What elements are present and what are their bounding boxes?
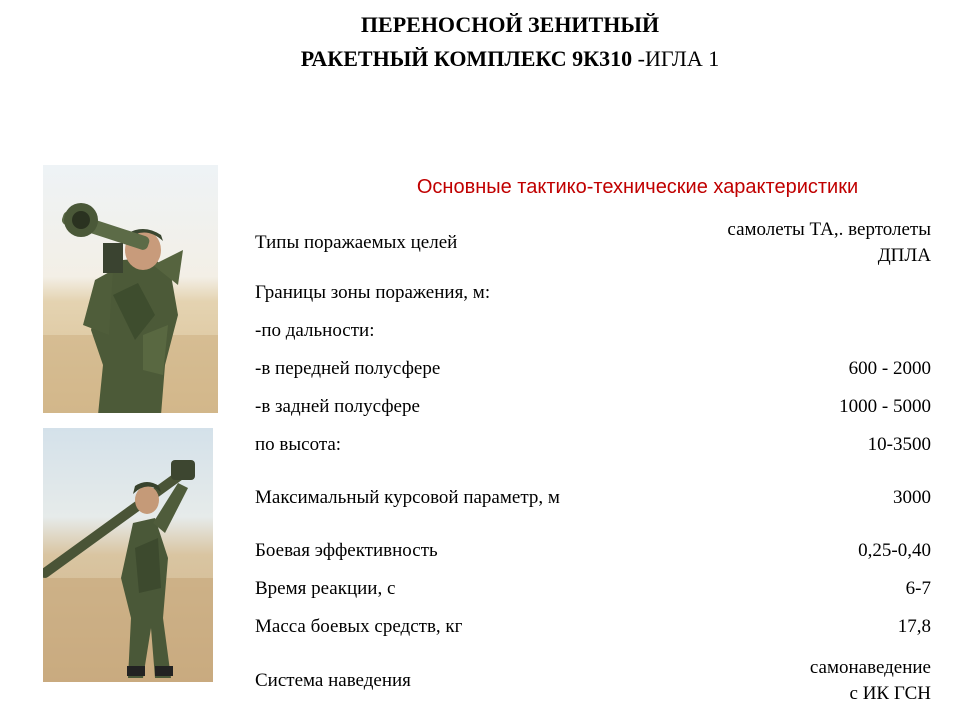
spec-label: -в передней полусфере: [255, 358, 441, 379]
spec-row-front-hemisphere: [255, 350, 931, 388]
page-title: [0, 8, 960, 76]
spec-label: Время реакции, с: [255, 578, 396, 599]
spec-label: Границы зоны поражения, м:: [255, 282, 491, 303]
spec-row-mass: [255, 608, 931, 646]
spec-row-target-types: [255, 212, 931, 274]
spec-row-altitude: [255, 426, 931, 464]
spec-value: 10-3500: [867, 434, 931, 455]
spec-value: 3000: [893, 487, 931, 508]
spec-row-rear-hemisphere: [255, 388, 931, 426]
spec-label: Система наведения: [255, 670, 411, 691]
spec-value: 1000 - 5000: [839, 396, 931, 417]
specs-heading: Основные тактико-технические характеристики: [416, 176, 859, 198]
spec-value: 6-7: [905, 578, 931, 599]
spec-label: по высота:: [255, 434, 342, 455]
spec-value: самолеты ТА,. вертолеты ДПЛА: [727, 219, 931, 266]
spec-label: -по дальности:: [255, 320, 375, 341]
spec-label: Боевая эффективность: [255, 540, 438, 561]
spec-row-guidance: [255, 646, 931, 716]
spec-label: Типы поражаемых целей: [255, 232, 458, 253]
spec-row-range: [255, 312, 931, 350]
spec-row-course-parameter: [255, 464, 931, 532]
soldier-shoulder-manpads-photo: [43, 428, 213, 682]
spec-row-reaction-time: [255, 570, 931, 608]
soldier-aiming-manpads-photo: [43, 165, 218, 413]
specs-table: [255, 212, 931, 716]
title-line-1: ПЕРЕНОСНОЙ ЗЕНИТНЫЙ: [360, 12, 660, 37]
spec-label: Масса боевых средств, кг: [255, 616, 463, 637]
spec-value: самонаведение с ИК ГСН: [809, 657, 931, 704]
spec-label: Максимальный курсовой параметр, м: [255, 487, 560, 508]
title-line-2: РАКЕТНЫЙ КОМПЛЕКС 9К310 -ИГЛА 1: [300, 46, 720, 71]
spec-label: -в задней полусфере: [255, 396, 420, 417]
spec-value: 0,25-0,40: [858, 540, 931, 561]
spec-value: 17,8: [897, 616, 931, 637]
spec-row-kill-zone: [255, 274, 931, 312]
spec-row-combat-effectiveness: [255, 532, 931, 570]
spec-value: 600 - 2000: [848, 358, 931, 379]
